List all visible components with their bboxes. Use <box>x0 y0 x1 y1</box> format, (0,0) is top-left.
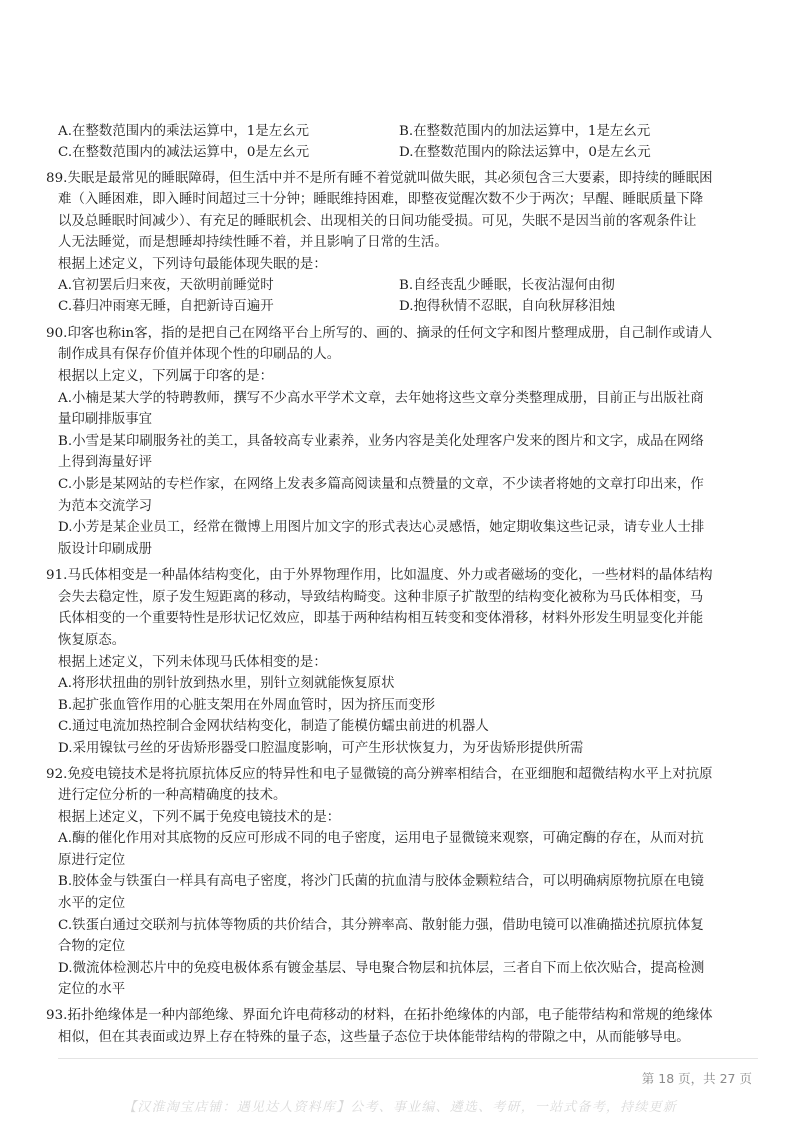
q91-stem-line-1: 91.马氏体相变是一种晶体结构变化，由于外界物理作用，比如温度、外力或者磁场的变化，一些材料的晶体结构 <box>46 568 713 583</box>
q92-option-c-line-1: C.铁蛋白通过交联剂与抗体等物质的共价结合，其分辨率高、散射能力强，借助电镜可以准确描述抗原抗体复 <box>58 918 704 933</box>
watermark-text: 【汉淮淘宝店铺：遇见达人资料库】公考、事业编、遴选、考研，一站式备考，持续更新 <box>123 1100 677 1115</box>
q90-stem-line-1: 90.印客也称in客，指的是把自己在网络平台上所写的、画的、摘录的任何文字和图片整理成册，自己制作或请人 <box>46 326 713 341</box>
q91-option-a: A.将形状扭曲的别针放到热水里，别针立刻就能恢复原状 <box>58 676 395 691</box>
q91-option-c: C.通过电流加热控制合金网状结构变化，制造了能模仿蠕虫前进的机器人 <box>58 719 489 734</box>
q91-prompt: 根据上述定义，下列未体现马氏体相变的是： <box>58 655 327 670</box>
q89-stem-line-1: 89.失眠是最常见的睡眠障碍，但生活中并不是所有睡不着觉就叫做失眠，其必须包含三大要素，即持续的睡眠困 <box>46 171 713 186</box>
q91-stem-line-3: 氏体相变的一个重要特性是形状记忆效应，即基于两种结构相互转变和变体滑移，材料外形发生明显变化并能 <box>58 611 704 626</box>
q90-option-d-line-2: 版设计印刷成册 <box>58 542 153 557</box>
q90-option-c-line-1: C.小影是某网站的专栏作家，在网络上发表多篇高阅读量和点赞量的文章，不少读者将她的文章打印出来，作 <box>58 477 704 492</box>
page-number: 第 18 页，共 27 页 <box>641 1071 752 1086</box>
q90-option-b-line-1: B.小雪是某印刷服务社的美工，具备较高专业素养，业务内容是美化处理客户发来的图片和文字，成品在网络 <box>58 434 704 449</box>
q89-stem-line-3: 以及总睡眠时间减少）、有充足的睡眠机会、出现相关的日间功能受损。可见，失眠不是因当前的客观条件让 <box>58 214 697 229</box>
q90-option-a-line-2: 量印刷排版事宜 <box>58 412 153 427</box>
q92-option-b-line-2: 水平的定位 <box>58 896 126 911</box>
q92-option-c-line-2: 合物的定位 <box>58 939 126 954</box>
q92-stem-line-2: 进行定位分析的一种高精确度的技术。 <box>58 788 287 803</box>
q91-stem-line-4: 恢复原态。 <box>58 633 126 648</box>
q90-option-c-line-2: 为范本交流学习 <box>58 499 153 514</box>
q91-stem-line-2: 会失去稳定性，原子发生短距离的移动，导致结构畸变。这种非原子扩散型的结构变化被称为马氏体相变，马 <box>58 590 704 605</box>
q92-prompt: 根据上述定义，下列不属于免疫电镜技术的是： <box>58 810 341 825</box>
q89-option-d: D.抱得秋情不忍眠，自向秋屏移泪烛 <box>399 299 616 314</box>
q92-option-a-line-1: A.酶的催化作用对其底物的反应可形成不同的电子密度，运用电子显微镜来观察，可确定酶的存在，从而对抗 <box>58 831 704 846</box>
q88-option-b: B.在整数范围内的加法运算中，1是左幺元 <box>399 124 651 139</box>
q90-option-a-line-1: A.小楠是某大学的特聘教师，撰写不少高水平学术文章，去年她将这些文章分类整理成册，目前正与出版社商 <box>58 391 704 406</box>
q89-stem-line-2: 难（入睡困难，即入睡时间超过三十分钟；睡眠维持困难，即整夜觉醒次数不少于两次；早醒、睡眠质量下降 <box>58 192 704 207</box>
q89-option-c: C.暮归冲雨寒无睡，自把新诗百遍开 <box>58 299 274 314</box>
q92-option-d-line-1: D.微流体检测芯片中的免疫电极体系有镀金基层、导电聚合物层和抗体层，三者自下而上依次贴合，提高检测 <box>58 961 705 976</box>
q89-stem-line-4: 人无法睡觉，而是想睡却持续性睡不着，并且影响了日常的生活。 <box>58 235 448 250</box>
q90-stem-line-2: 制作成具有保存价值并体现个性的印刷品的人。 <box>58 347 341 362</box>
q89-option-b: B.自经丧乱少睡眠，长夜沾湿何由彻 <box>399 278 615 293</box>
q91-option-b: B.起扩张血管作用的心脏支架用在外周血管时，因为挤压而变形 <box>58 698 436 713</box>
q92-option-b-line-1: B.胶体金与铁蛋白一样具有高电子密度，将沙门氏菌的抗血清与胶体金颗粒结合，可以明确病原物抗原在电镜 <box>58 874 704 889</box>
q92-option-a-line-2: 原进行定位 <box>58 853 126 868</box>
q88-option-a: A.在整数范围内的乘法运算中，1是左幺元 <box>58 124 310 139</box>
q89-prompt: 根据上述定义，下列诗句最能体现失眠的是： <box>58 257 327 272</box>
q93-stem-line-1: 93.拓扑绝缘体是一种内部绝缘、界面允许电荷移动的材料，在拓扑绝缘体的内部，电子能带结构和常规的绝缘体 <box>46 1008 713 1023</box>
q88-option-c: C.在整数范围内的减法运算中，0是左幺元 <box>58 145 310 160</box>
q90-option-b-line-2: 上得到海量好评 <box>58 455 153 470</box>
q92-option-d-line-2: 定位的水平 <box>58 982 126 997</box>
q92-stem-line-1: 92.免疫电镜技术是将抗原抗体反应的特异性和电子显微镜的高分辨率相结合，在亚细胞和超微结构水平上对抗原 <box>46 767 713 782</box>
q88-option-d: D.在整数范围内的除法运算中，0是左幺元 <box>399 145 651 160</box>
q89-option-a: A.官初罢后归来夜，天欲明前睡觉时 <box>58 278 274 293</box>
footer-divider <box>58 1058 758 1059</box>
q90-option-d-line-1: D.小芳是某企业员工，经常在微博上用图片加文字的形式表达心灵感悟，她定期收集这些记录，请专业人士排 <box>58 520 705 535</box>
q91-option-d: D.采用镍钛弓丝的牙齿矫形器受口腔温度影响，可产生形状恢复力，为牙齿矫形提供所需 <box>58 741 584 756</box>
q93-stem-line-2: 相似，但在其表面或边界上存在特殊的量子态，这些量子态位于块体能带结构的带隙之中，从而能够导电。 <box>58 1030 690 1045</box>
q90-prompt: 根据以上定义，下列属于印客的是： <box>58 369 274 384</box>
